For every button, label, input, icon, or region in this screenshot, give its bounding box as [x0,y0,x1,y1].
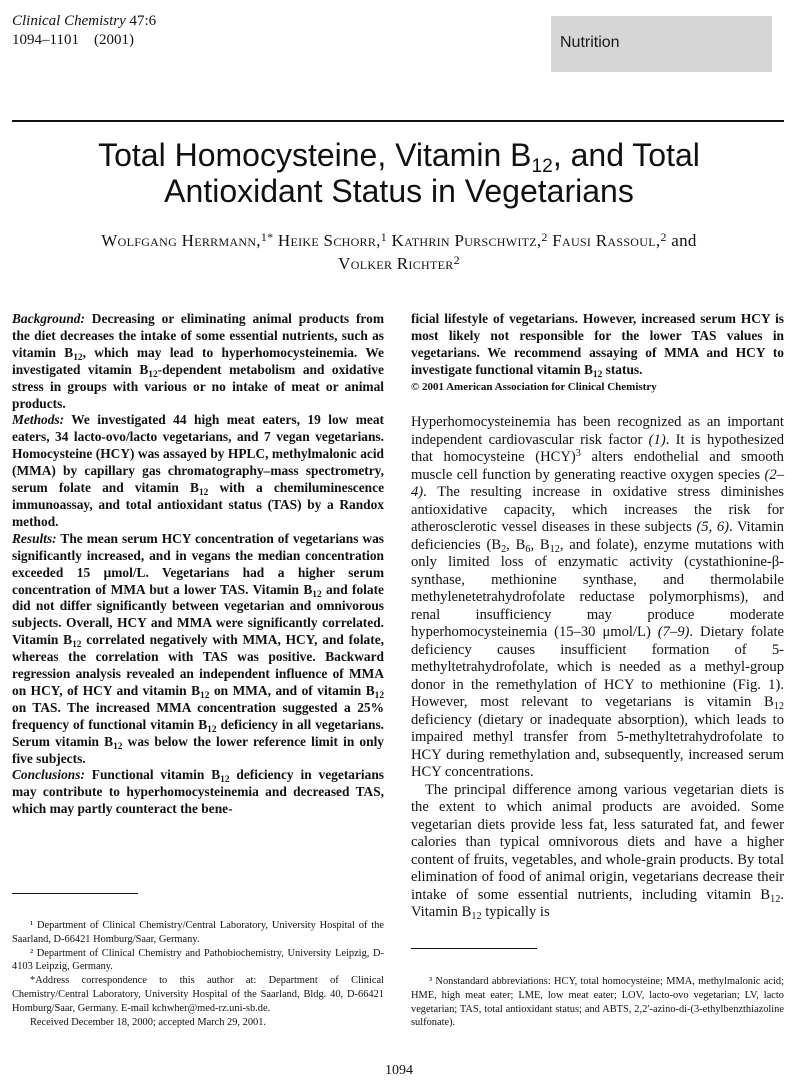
footnote: ² Department of Clinical Chemistry and Pathobiochemistry, University Leipzig, D-4103 Leipzig, Germany. [12,947,384,973]
footnote: ¹ Department of Clinical Chemistry/Central Laboratory, University Hospital of the Saarland, D-66421 Homburg/Saar, Germany. [12,920,384,945]
abstract-methods: Methods: We investigated 44 high meat eaters, 19 low meat eaters, 34 lacto-ovo/lacto vegetarians, and 7 vegan vegetarians. Homocysteine (HCY) was assayed by HPLC, methylmalonic acid (MMA) by capillary gas chromatography–mass spectrometry, serum folate and vitamin $B_{12}$ with a chemiluminescence immunoassay, and total antioxidant status (TAS) by a Randox method. [12,412,385,529]
abstract-continued: ficial lifestyle of vegetarians. However, increased serum HCY is most likely not responsible for the lower TAS values in vegetarians. We recommend assaying of MMA and HCY to investigate functional vitamin $B_{12}$ status. © 2001 American Association for Clinical Chemistry [411,311,784,396]
body-paragraph: Hyperhomocysteinemia has been recognized as an important independent cardiovascular risk factor (1). It is hypothesized that homocysteine (HCY)$^3$ alters endothelial and smooth muscle cell function by generating reactive oxygen species (2–4). The resulting increase in oxidative stress diminishes antioxidative capacity, which increases the risk for atherosclerotic vessel diseases in these subjects (5, 6). Vitamin deficiencies ($B_2$, $B_6$, $B_{12}$, and folate), enzyme mutations with only limited loss of enzymatic activity (cystathionine-β-synthase, methionine synthase, and thermolabile methylenetetrahydrofolate reductase polymorphisms), and renal insufficiency may produce moderate hyperhomocysteinemia (15–30 μmol/L) (7–9). Dietary folate deficiency causes insufficient formation of 5-methyltetrahydrofolate, which is needed as a methyl-group donor in the remethylation of HCY to methionine (Fig. 1). However, most relevant to vegetarians is vitamin $B_{12}$ deficiency (dietary or inadequate absorption), which leads to impaired methyl transfer from 5-methyltetrahydrofolate to HCY during remethylation and, subsequently, increased serum HCY concentrations. [411,414,785,780]
author-list: Wolfgang Herrmann,$^{1*}$ Heike Schorr,$^1$ Kathrin Purschwitz,$^2$ Fausi Rassoul,$^2$ and Volker Richter$^2$ [101,230,697,273]
body-paragraph: The principal difference among various vegetarian diets is the extent to which animal products are avoided. Some vegetarian diets provide less fat, less saturated fat, and fewer calories than typical omnivorous diets and have a higher content of fruits, vegetables, and whole-grain products. By total elimination of food of animal origin, vegetarians decrease their intake of some essential nutrients, including vitamin $B_{12}$. Vitamin $B_{12}$ typically is [411,781,784,922]
pages-year: 1094–1101 (2001) [12,32,134,48]
footnote-rule-left [12,893,138,894]
page-number: 1094 [385,1063,413,1078]
footnote: *Address correspondence to this author at: Department of Clinical Chemistry/Central Laboratory, University Hospital of the Saarland, Bldg. 40, D-66421 Homburg/Saar, Germany. E-mail kchwher@med-rz.uni-sb.de. [12,975,384,1014]
journal-citation [12,12,156,50]
footnote-rule-right [411,948,537,949]
footnotes-left [12,919,384,1029]
abstract [12,311,384,818]
article-title: Total Homocysteine, Vitamin $B_{12}$, and Total Antioxidant Status in Vegetarians [98,137,700,209]
journal-name: Clinical Chemistry [12,13,126,29]
volume-issue: 47:6 [129,13,157,29]
abstract-results: Results: The mean serum HCY concentration of vegetarians was significantly increased, and in vegans the median concentration exceeded 15 μmol/L. Vegetarians had a higher serum concentration of MMA but a lower TAS. Vitamin $B_{12}$ and folate did not differ significantly between vegetarian and omnivorous subjects. Overall, HCY and MMA were significantly correlated. Vitamin $B_{12}$ correlated negatively with MMA, HCY, and folate, whereas the correlation with TAS was positive. Backward regression analysis revealed an independent influence of MMA on HCY, of HCY and vitamin $B_{12}$ on MMA, and of vitamin $B_{12}$ on TAS. The increased MMA concentration suggested a 25% frequency of functional vitamin $B_{12}$ deficiency in all vegetarians. Serum vitamin $B_{12}$ was below the lower reference limit in only five subjects. [12,530,385,766]
abstract-conclusions: Conclusions: Functional vitamin $B_{12}$ deficiency in vegetarians may contribute to hyperhomocysteinemia and decreased TAS, which may partly counteract the bene- [12,767,384,817]
footnotes-right [411,975,784,1030]
header-rule [12,120,784,122]
footnote: Received December 18, 2000; accepted March 29, 2001. [30,1016,267,1028]
copyright-line: © 2001 American Association for Clinical Chemistry [411,380,657,393]
footnote: ³ Nonstandard abbreviations: HCY, total homocysteine; MMA, methylmalonic acid; HME, high meat eater; LME, low meat eater; LOV, lacto-ovo vegetarian; LV, lacto vegetarian; TAS, total antioxidant status; and ABTS, 2,2′-azino-di-(3-ethylbenzthiazoline sulfonate). [411,976,784,1029]
section-label: Nutrition [551,16,772,72]
abstract-background: Background: Decreasing or eliminating animal products from the diet decreases the intake of some essential nutrients, such as vitamin $B_{12}$, which may lead to hyperhomocysteinemia. We investigated vitamin $B_{12}$-dependent metabolism and oxidative stress in groups with various or no intake of meat or animal products. [12,311,384,411]
body-text [411,414,784,922]
